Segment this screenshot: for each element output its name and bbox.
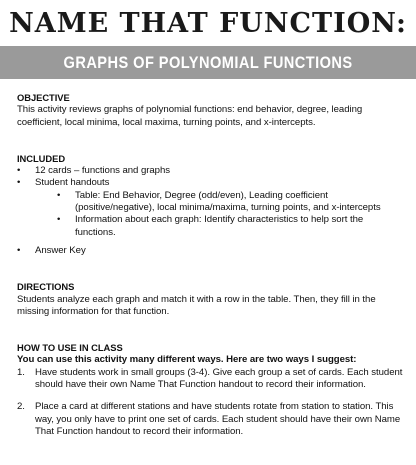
list-item: • Answer Key [17,245,405,257]
list-item: 1. Have students work in small groups (3-4). Give each group a set of cards. Each student should have their own Name That Function handout to record their information. [17,366,403,391]
directions-text: Students analyze each graph and match it with a row in the table. Then, they fill in the missing information for that function. [17,293,376,317]
header [0,0,416,82]
page-title: NAME THAT FUNCTION: [9,7,407,39]
objective-heading: OBJECTIVE [17,92,70,103]
list-item: 2. Place a card at different stations and have students rotate from station to station. This way, you only have to print one set of cards. Each student should have their own Name That Function handout to record their information. [17,401,401,437]
list-item: • Student handouts • Table: End Behavior, Degree (odd/even), Leading coefficient (positive/negative), local minima/maxima, turning points, and x-intercepts • Information about each graph: Identify characteristics to help sort the functions. [17,177,405,244]
list-item: • 12 cards – functions and graphs [17,165,405,177]
sub-list-item: • Information about each graph: Identify characteristics to help sort the functions. [57,214,405,239]
sub-list [35,190,405,239]
sub-list-item: • Table: End Behavior, Degree (odd/even), Leading coefficient (positive/negative), local minima/maxima, turning points, and x-intercepts [57,190,405,215]
how-to-use-heading: HOW TO USE IN CLASS [17,342,123,354]
document-body [17,92,405,438]
objective-text: This activity reviews graphs of polynomial functions: end behavior, degree, leading coefficient, local minima, local maxima, turning points, and x-intercepts. [17,104,363,128]
included-list [17,165,405,257]
subtitle-bar [0,46,416,79]
page-subtitle: GRAPHS OF POLYNOMIAL FUNCTIONS [63,52,353,72]
how-to-use-intro: You can use this activity many different ways. Here are two ways I suggest: [17,354,357,366]
directions-heading: DIRECTIONS [17,281,75,293]
included-heading: INCLUDED [17,152,66,164]
steps-list [17,367,405,438]
